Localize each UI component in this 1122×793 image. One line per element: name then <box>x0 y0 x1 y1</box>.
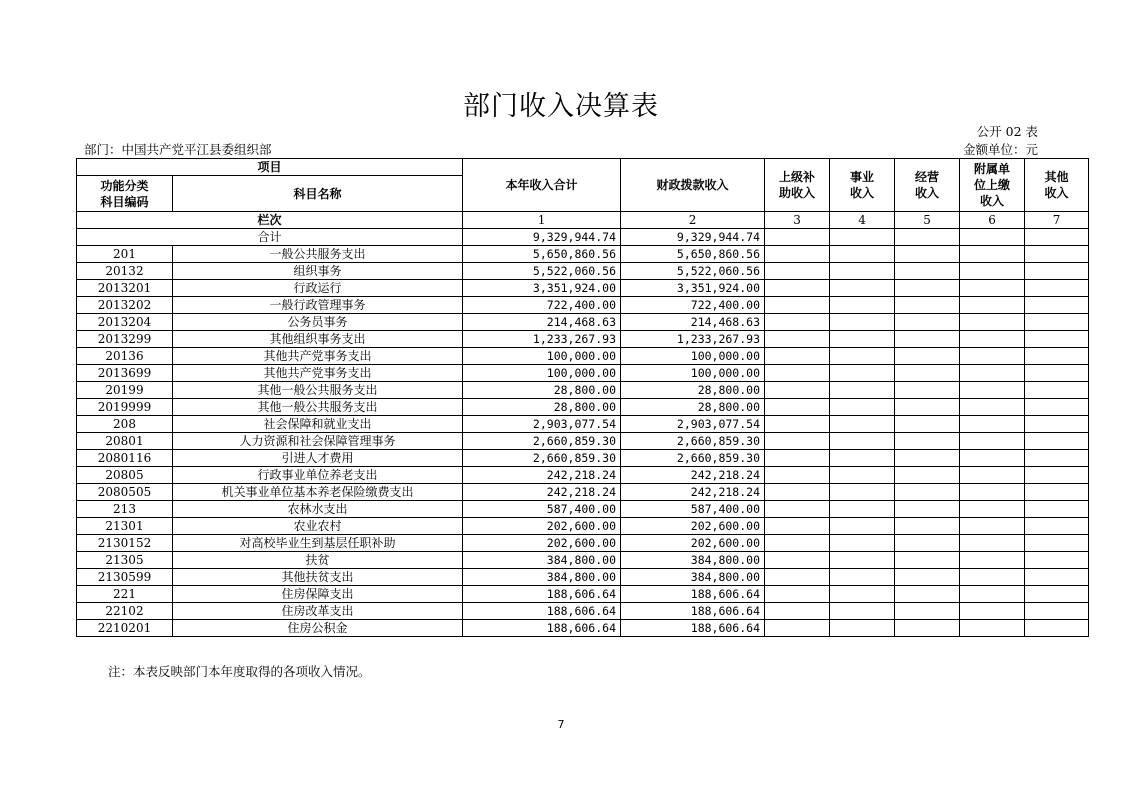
function-code-cell: 22102 <box>77 603 173 620</box>
empty-cell <box>1025 518 1089 535</box>
function-code-cell: 2130599 <box>77 569 173 586</box>
empty-cell <box>765 569 830 586</box>
empty-cell <box>895 535 960 552</box>
empty-cell <box>895 382 960 399</box>
empty-cell <box>895 433 960 450</box>
empty-cell <box>1025 246 1089 263</box>
total-label: 合计 <box>77 229 463 246</box>
header-other-income: 其他 收入 <box>1025 159 1089 212</box>
total-income-cell: 100,000.00 <box>463 348 621 365</box>
empty-cell <box>765 416 830 433</box>
empty-cell <box>960 603 1025 620</box>
total-income-cell: 28,800.00 <box>463 382 621 399</box>
subject-name-cell: 行政事业单位养老支出 <box>173 467 463 484</box>
empty-cell <box>1025 365 1089 382</box>
column-number: 7 <box>1025 212 1089 229</box>
fiscal-income-cell: 722,400.00 <box>621 297 765 314</box>
empty-cell <box>1025 399 1089 416</box>
empty-cell <box>830 365 895 382</box>
table-row <box>77 348 1089 365</box>
table-row <box>77 382 1089 399</box>
fiscal-income-cell: 242,218.24 <box>621 467 765 484</box>
fiscal-income-cell: 2,903,077.54 <box>621 416 765 433</box>
empty-cell <box>830 450 895 467</box>
subject-name-cell: 其他一般公共服务支出 <box>173 399 463 416</box>
empty-cell <box>830 331 895 348</box>
total-income-cell: 242,218.24 <box>463 484 621 501</box>
empty-cell <box>765 433 830 450</box>
empty-cell <box>960 297 1025 314</box>
total-income-cell: 188,606.64 <box>463 586 621 603</box>
empty-cell <box>895 586 960 603</box>
fiscal-income-cell: 188,606.64 <box>621 586 765 603</box>
total-income-cell: 100,000.00 <box>463 365 621 382</box>
empty-cell <box>765 263 830 280</box>
empty-cell <box>1025 586 1089 603</box>
empty-cell <box>830 620 895 637</box>
empty-cell <box>960 246 1025 263</box>
subject-name-cell: 住房公积金 <box>173 620 463 637</box>
total-income-cell: 1,233,267.93 <box>463 331 621 348</box>
subject-name-cell: 其他共产党事务支出 <box>173 365 463 382</box>
empty-cell <box>895 399 960 416</box>
empty-cell <box>895 518 960 535</box>
total-income-cell: 2,660,859.30 <box>463 450 621 467</box>
total-income-cell: 384,800.00 <box>463 552 621 569</box>
subject-name-cell: 农林水支出 <box>173 501 463 518</box>
subject-name-cell: 其他扶贫支出 <box>173 569 463 586</box>
table-row <box>77 314 1089 331</box>
empty-cell <box>1025 603 1089 620</box>
empty-cell <box>1025 348 1089 365</box>
table-row <box>77 518 1089 535</box>
income-statement-table <box>76 158 1089 637</box>
subject-name-cell: 机关事业单位基本养老保险缴费支出 <box>173 484 463 501</box>
fiscal-income-cell: 5,650,860.56 <box>621 246 765 263</box>
empty-cell <box>1025 501 1089 518</box>
empty-cell <box>960 467 1025 484</box>
empty-cell <box>765 280 830 297</box>
column-number: 2 <box>621 212 765 229</box>
empty-cell <box>1025 450 1089 467</box>
function-code-cell: 201 <box>77 246 173 263</box>
empty-cell <box>895 280 960 297</box>
table-row <box>77 246 1089 263</box>
total-income-cell: 188,606.64 <box>463 620 621 637</box>
page-title: 部门收入决算表 <box>463 91 659 122</box>
subject-name-cell: 其他共产党事务支出 <box>173 348 463 365</box>
empty-cell <box>765 535 830 552</box>
table-row <box>77 535 1089 552</box>
subject-name-cell: 组织事务 <box>173 263 463 280</box>
empty-cell <box>830 535 895 552</box>
empty-cell <box>895 246 960 263</box>
fiscal-income-cell: 188,606.64 <box>621 620 765 637</box>
subject-name-cell: 人力资源和社会保障管理事务 <box>173 433 463 450</box>
empty-cell <box>765 467 830 484</box>
fiscal-income-cell: 3,351,924.00 <box>621 280 765 297</box>
header-operating-income: 经营 收入 <box>895 159 960 212</box>
empty-cell <box>765 365 830 382</box>
table-row <box>77 416 1089 433</box>
subject-name-cell: 住房改革支出 <box>173 603 463 620</box>
fiscal-income-cell: 202,600.00 <box>621 535 765 552</box>
empty-cell <box>830 348 895 365</box>
empty-cell <box>895 348 960 365</box>
empty-cell <box>895 263 960 280</box>
table-row <box>77 552 1089 569</box>
empty-cell <box>830 552 895 569</box>
function-code-cell: 2013202 <box>77 297 173 314</box>
empty-cell <box>895 365 960 382</box>
empty-cell <box>895 416 960 433</box>
subject-name-cell: 公务员事务 <box>173 314 463 331</box>
table-row <box>77 467 1089 484</box>
total-income-cell: 5,650,860.56 <box>463 246 621 263</box>
table-row <box>77 501 1089 518</box>
header-superior-subsidy: 上级补 助收入 <box>765 159 830 212</box>
subject-name-cell: 行政运行 <box>173 280 463 297</box>
empty-cell <box>1025 280 1089 297</box>
function-code-cell: 208 <box>77 416 173 433</box>
empty-cell <box>765 331 830 348</box>
column-number: 4 <box>830 212 895 229</box>
page-number: 7 <box>557 718 565 731</box>
empty-cell <box>1025 569 1089 586</box>
fiscal-income-cell: 2,660,859.30 <box>621 450 765 467</box>
empty-cell <box>830 569 895 586</box>
function-code-cell: 21305 <box>77 552 173 569</box>
empty-cell <box>1025 552 1089 569</box>
empty-cell <box>960 382 1025 399</box>
column-number: 3 <box>765 212 830 229</box>
subject-name-cell: 一般公共服务支出 <box>173 246 463 263</box>
empty-cell <box>1025 331 1089 348</box>
empty-cell <box>765 314 830 331</box>
function-code-cell: 213 <box>77 501 173 518</box>
header-subject-name: 科目名称 <box>173 176 463 212</box>
empty-cell <box>830 518 895 535</box>
empty-cell <box>960 331 1025 348</box>
subject-name-cell: 其他一般公共服务支出 <box>173 382 463 399</box>
function-code-cell: 20136 <box>77 348 173 365</box>
empty-cell <box>960 552 1025 569</box>
empty-cell <box>830 280 895 297</box>
table-row <box>77 331 1089 348</box>
function-code-cell: 2210201 <box>77 620 173 637</box>
empty-cell <box>765 552 830 569</box>
subject-name-cell: 一般行政管理事务 <box>173 297 463 314</box>
table-row <box>77 365 1089 382</box>
empty-cell <box>1025 467 1089 484</box>
header-total-income: 本年收入合计 <box>463 159 621 212</box>
empty-cell <box>765 297 830 314</box>
empty-cell <box>1025 535 1089 552</box>
empty-cell <box>830 586 895 603</box>
empty-cell <box>830 314 895 331</box>
fiscal-income-cell: 28,800.00 <box>621 382 765 399</box>
empty-cell <box>960 263 1025 280</box>
total-income-cell: 587,400.00 <box>463 501 621 518</box>
empty-cell <box>830 399 895 416</box>
empty-cell <box>895 314 960 331</box>
function-code-cell: 20805 <box>77 467 173 484</box>
function-code-cell: 20199 <box>77 382 173 399</box>
fiscal-income-cell: 28,800.00 <box>621 399 765 416</box>
column-number-label: 栏次 <box>77 212 463 229</box>
fiscal-income-cell: 1,233,267.93 <box>621 331 765 348</box>
function-code-cell: 20132 <box>77 263 173 280</box>
total-fiscal-value: 9,329,944.74 <box>621 229 765 246</box>
empty-cell <box>895 603 960 620</box>
department-label: 部门：中国共产党平江县委组织部 <box>84 142 272 157</box>
empty-cell <box>765 246 830 263</box>
total-income-cell: 214,468.63 <box>463 314 621 331</box>
function-code-cell: 2080116 <box>77 450 173 467</box>
table-row <box>77 586 1089 603</box>
empty-cell <box>765 484 830 501</box>
table-row <box>77 603 1089 620</box>
empty-cell <box>1025 263 1089 280</box>
form-number: 公开 02 表 <box>976 124 1038 139</box>
empty-cell <box>895 552 960 569</box>
table-row <box>77 569 1089 586</box>
empty-cell <box>895 484 960 501</box>
function-code-cell: 2013204 <box>77 314 173 331</box>
empty-cell <box>960 416 1025 433</box>
empty-cell <box>765 518 830 535</box>
total-income-cell: 2,660,859.30 <box>463 433 621 450</box>
fiscal-income-cell: 242,218.24 <box>621 484 765 501</box>
empty-cell <box>765 501 830 518</box>
subject-name-cell: 其他组织事务支出 <box>173 331 463 348</box>
empty-cell <box>960 399 1025 416</box>
empty-cell <box>895 620 960 637</box>
function-code-cell: 2013299 <box>77 331 173 348</box>
empty-cell <box>960 569 1025 586</box>
empty-cell <box>765 399 830 416</box>
empty-cell <box>895 331 960 348</box>
empty-cell <box>960 450 1025 467</box>
fiscal-income-cell: 100,000.00 <box>621 348 765 365</box>
empty-cell <box>960 501 1025 518</box>
empty-cell <box>960 586 1025 603</box>
subject-name-cell: 引进人才费用 <box>173 450 463 467</box>
empty-cell <box>960 484 1025 501</box>
fiscal-income-cell: 2,660,859.30 <box>621 433 765 450</box>
column-number: 1 <box>463 212 621 229</box>
empty-cell <box>830 501 895 518</box>
empty-cell <box>830 467 895 484</box>
fiscal-income-cell: 100,000.00 <box>621 365 765 382</box>
empty-cell <box>1025 382 1089 399</box>
fiscal-income-cell: 5,522,060.56 <box>621 263 765 280</box>
total-income-value: 9,329,944.74 <box>463 229 621 246</box>
empty-cell <box>765 603 830 620</box>
fiscal-income-cell: 587,400.00 <box>621 501 765 518</box>
fiscal-income-cell: 214,468.63 <box>621 314 765 331</box>
function-code-cell: 21301 <box>77 518 173 535</box>
total-income-cell: 242,218.24 <box>463 467 621 484</box>
header-business-income: 事业 收入 <box>830 159 895 212</box>
empty-cell <box>1025 433 1089 450</box>
table-row <box>77 450 1089 467</box>
function-code-cell: 2019999 <box>77 399 173 416</box>
fiscal-income-cell: 202,600.00 <box>621 518 765 535</box>
function-code-cell: 2130152 <box>77 535 173 552</box>
subject-name-cell: 对高校毕业生到基层任职补助 <box>173 535 463 552</box>
header-fiscal-income: 财政拨款收入 <box>621 159 765 212</box>
empty-cell <box>765 586 830 603</box>
function-code-cell: 221 <box>77 586 173 603</box>
total-income-cell: 722,400.00 <box>463 297 621 314</box>
empty-cell <box>960 280 1025 297</box>
column-number: 6 <box>960 212 1025 229</box>
total-income-cell: 188,606.64 <box>463 603 621 620</box>
empty-cell <box>765 620 830 637</box>
empty-cell <box>960 433 1025 450</box>
column-number: 5 <box>895 212 960 229</box>
table-row <box>77 297 1089 314</box>
function-code-cell: 2013201 <box>77 280 173 297</box>
empty-cell <box>830 382 895 399</box>
empty-cell <box>765 348 830 365</box>
header-function-code: 功能分类 科目编码 <box>77 176 173 212</box>
empty-cell <box>1025 620 1089 637</box>
empty-cell <box>960 314 1025 331</box>
empty-cell <box>1025 416 1089 433</box>
table-row <box>77 433 1089 450</box>
subject-name-cell: 社会保障和就业支出 <box>173 416 463 433</box>
total-income-cell: 2,903,077.54 <box>463 416 621 433</box>
currency-unit-label: 金额单位：元 <box>962 142 1038 157</box>
empty-cell <box>765 382 830 399</box>
total-row <box>77 229 1089 246</box>
subject-name-cell: 农业农村 <box>173 518 463 535</box>
fiscal-income-cell: 384,800.00 <box>621 552 765 569</box>
empty-cell <box>1025 314 1089 331</box>
empty-cell <box>960 348 1025 365</box>
total-income-cell: 202,600.00 <box>463 518 621 535</box>
empty-cell <box>830 484 895 501</box>
table-row <box>77 280 1089 297</box>
subject-name-cell: 住房保障支出 <box>173 586 463 603</box>
header-item: 项目 <box>77 159 463 176</box>
header-affiliated-income: 附属单 位上缴 收入 <box>960 159 1025 212</box>
total-income-cell: 28,800.00 <box>463 399 621 416</box>
empty-cell <box>895 450 960 467</box>
empty-cell <box>895 297 960 314</box>
table-row <box>77 263 1089 280</box>
empty-cell <box>830 297 895 314</box>
table-row <box>77 620 1089 637</box>
empty-cell <box>830 433 895 450</box>
total-income-cell: 384,800.00 <box>463 569 621 586</box>
subject-name-cell: 扶贫 <box>173 552 463 569</box>
empty-cell <box>960 620 1025 637</box>
fiscal-income-cell: 188,606.64 <box>621 603 765 620</box>
total-income-cell: 202,600.00 <box>463 535 621 552</box>
fiscal-income-cell: 384,800.00 <box>621 569 765 586</box>
empty-cell <box>895 501 960 518</box>
empty-cell <box>830 263 895 280</box>
empty-cell <box>895 467 960 484</box>
function-code-cell: 20801 <box>77 433 173 450</box>
total-income-cell: 3,351,924.00 <box>463 280 621 297</box>
function-code-cell: 2080505 <box>77 484 173 501</box>
empty-cell <box>830 416 895 433</box>
empty-cell <box>960 518 1025 535</box>
table-row <box>77 399 1089 416</box>
empty-cell <box>830 246 895 263</box>
empty-cell <box>1025 484 1089 501</box>
total-income-cell: 5,522,060.56 <box>463 263 621 280</box>
empty-cell <box>1025 297 1089 314</box>
empty-cell <box>830 603 895 620</box>
empty-cell <box>960 535 1025 552</box>
table-note: 注：本表反映部门本年度取得的各项收入情况。 <box>108 664 371 679</box>
empty-cell <box>960 365 1025 382</box>
empty-cell <box>895 569 960 586</box>
table-row <box>77 484 1089 501</box>
function-code-cell: 2013699 <box>77 365 173 382</box>
empty-cell <box>765 450 830 467</box>
